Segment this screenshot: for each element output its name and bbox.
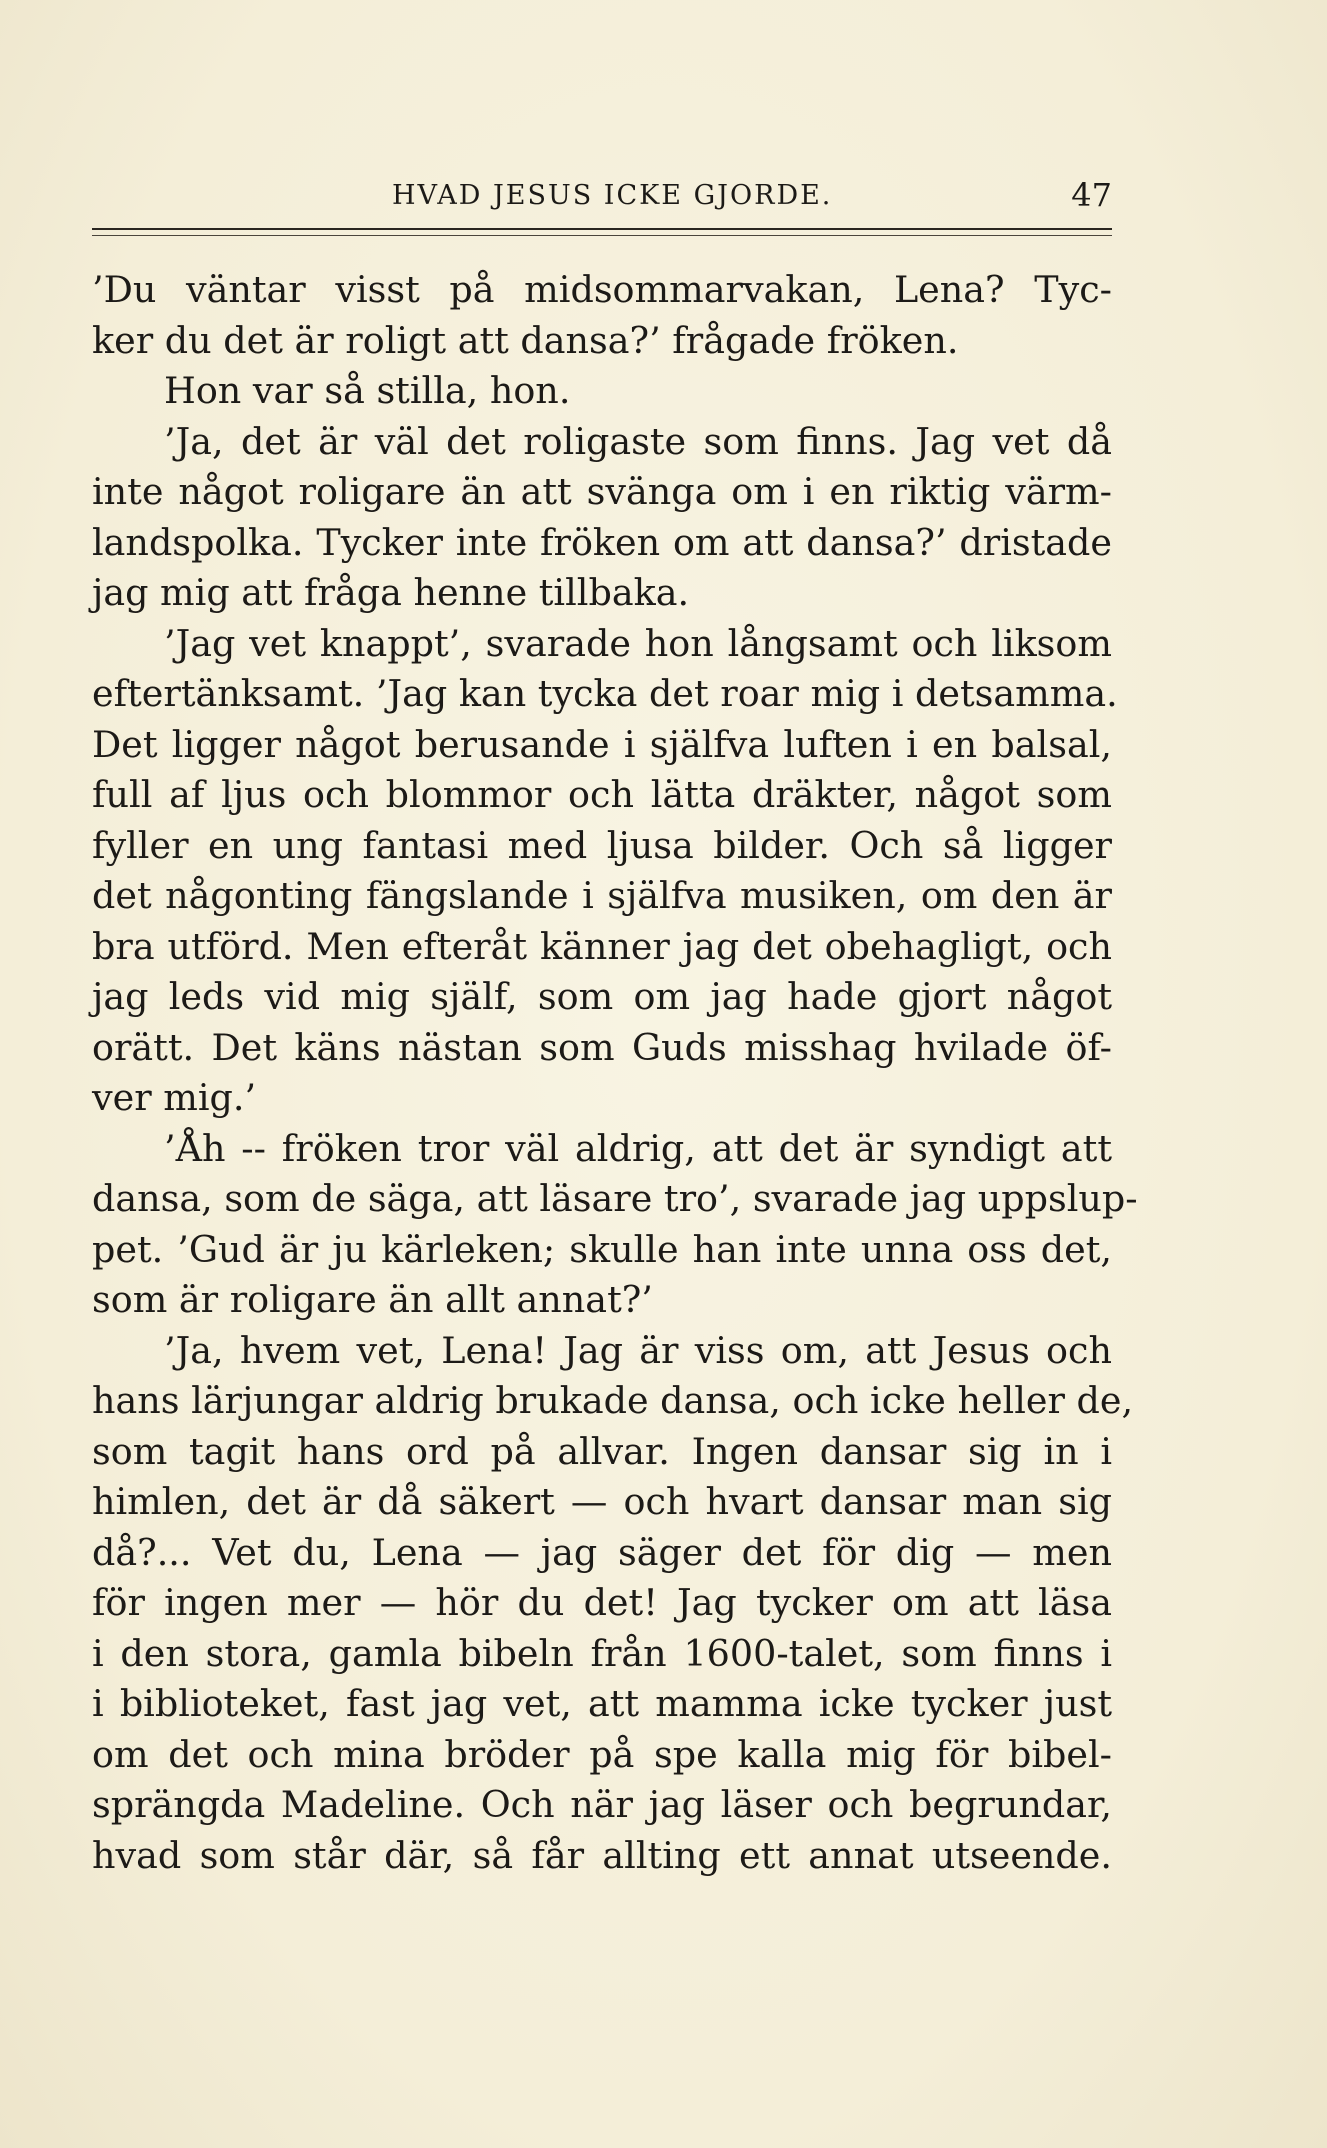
text-line: landspolka. Tycker inte fröken om att dansa?’ dristade xyxy=(92,520,1112,564)
body-text xyxy=(92,265,1138,1881)
text-line: fyller en ung fantasi med ljusa bilder. Och så ligger xyxy=(92,823,1112,867)
text-line: det någonting fängslande i själfva musiken, om den är xyxy=(92,874,1112,917)
text-line: inte något roligare än att svänga om i en riktig värm- xyxy=(92,470,1112,513)
text-line: Hon var så stilla, hon. xyxy=(164,369,571,412)
text-line: hans lärjungar aldrig brukade dansa, och icke heller de, xyxy=(92,1379,1134,1422)
text-line: full af ljus och blommor och lätta dräkter, något som xyxy=(92,773,1112,816)
text-line: bra utförd. Men efteråt känner jag det obehagligt, och xyxy=(92,924,1112,968)
text-line: då?... Vet du, Lena — jag säger det för dig — men xyxy=(92,1530,1112,1574)
text-line: sprängda Madeline. Och när jag läser och begrundar, xyxy=(92,1783,1112,1826)
page-number: 47 xyxy=(1071,176,1112,214)
text-line: för ingen mer — hör du det! Jag tycker om att läsa xyxy=(92,1581,1112,1624)
text-line: ver mig.’ xyxy=(92,1076,257,1119)
text-line: i biblioteket, fast jag vet, att mamma icke tycker just xyxy=(92,1682,1112,1725)
text-line: om det och mina bröder på spe kalla mig för bibel- xyxy=(92,1732,1112,1776)
text-line: eftertänksamt. ’Jag kan tycka det roar mig i detsamma. xyxy=(92,672,1118,715)
text-line: i den stora, gamla bibeln från 1600-talet, som finns i xyxy=(92,1631,1112,1675)
text-line: som tagit hans ord på allvar. Ingen dansar sig in i xyxy=(92,1429,1112,1473)
text-line: himlen, det är då säkert — och hvart dansar man sig xyxy=(92,1480,1112,1523)
text-line: ’Ja, hvem vet, Lena! Jag är viss om, att Jesus och xyxy=(164,1328,1112,1372)
text-line: jag mig att fråga henne tillbaka. xyxy=(92,571,690,614)
running-title: HVAD JESUS ICKE GJORDE. xyxy=(392,180,833,211)
text-line: ’Åh -- fröken tror väl aldrig, att det är syndigt att xyxy=(164,1126,1112,1170)
text-line: Det ligger något berusande i själfva luften i en balsal, xyxy=(92,722,1112,766)
text-line: ’Jag vet knappt’, svarade hon långsamt och liksom xyxy=(164,621,1112,665)
text-line: som är roligare än allt annat?’ xyxy=(92,1278,653,1321)
text-line: ’Ja, det är väl det roligaste som finns. Jag vet då xyxy=(164,419,1112,463)
text-line: pet. ’Gud är ju kärleken; skulle han inte unna oss det, xyxy=(92,1227,1112,1271)
text-line: jag leds vid mig själf, som om jag hade gjort något xyxy=(92,975,1112,1018)
text-line: orätt. Det käns nästan som Guds misshag hvilade öf- xyxy=(92,1025,1112,1069)
text-line: ’Du väntar visst på midsommarvakan, Lena? Tyc- xyxy=(92,268,1112,311)
page-header xyxy=(92,176,1112,220)
text-line: ker du det är roligt att dansa?’ frågade fröken. xyxy=(92,318,959,362)
header-rule-thin xyxy=(92,235,1112,236)
header-rule xyxy=(92,228,1112,230)
text-line: dansa, som de säga, att läsare tro’, svarade jag uppslup- xyxy=(92,1177,1138,1220)
text-line: hvad som står där, så får allting ett annat utseende. xyxy=(92,1833,1112,1877)
